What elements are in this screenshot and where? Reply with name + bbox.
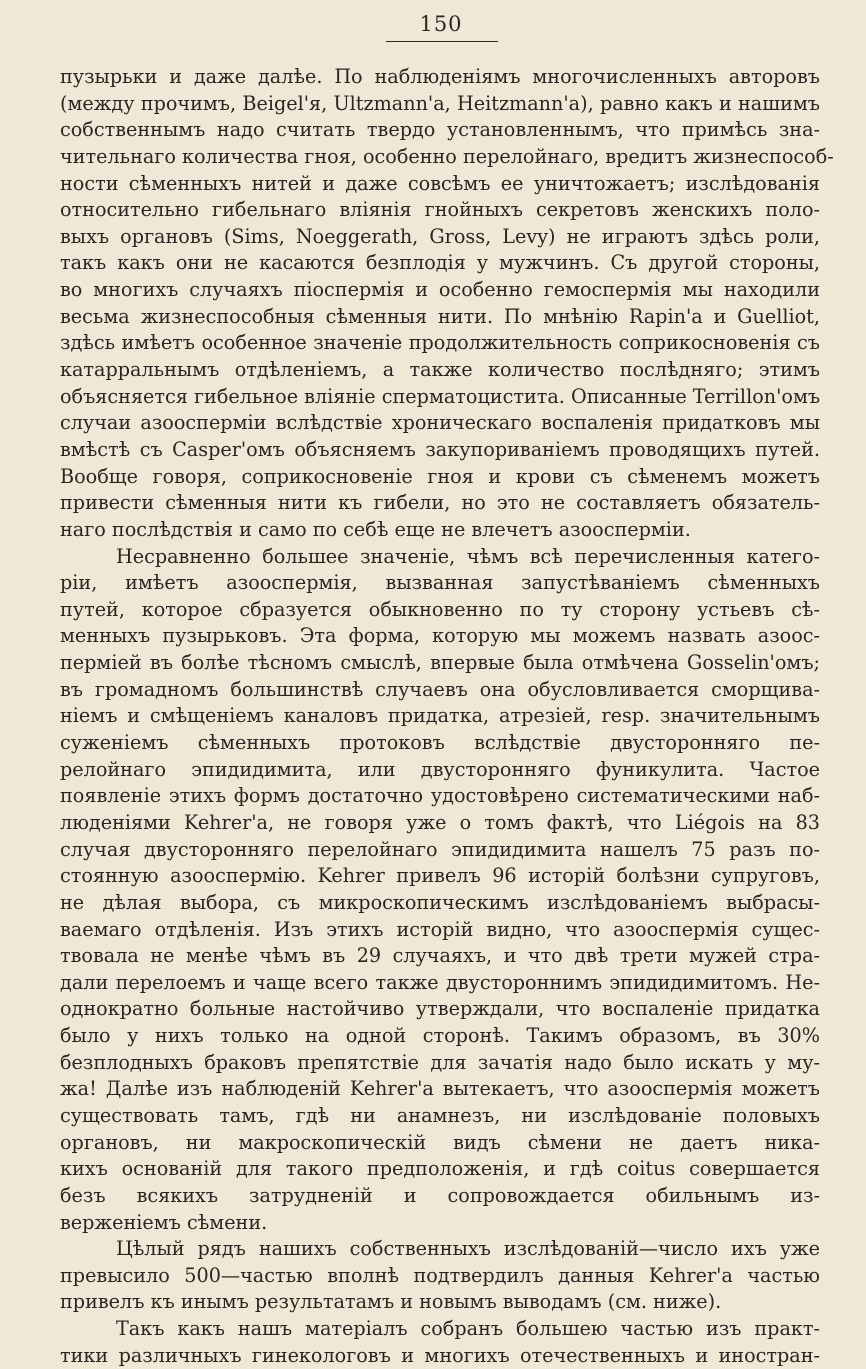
header-rule xyxy=(386,41,498,42)
text-line: Вообще говоря, соприкосновеніе гноя и крови съ сѣменемъ можетъ xyxy=(60,464,820,488)
text-line: верженіемъ сѣмени. xyxy=(60,1210,268,1234)
text-line: (между прочимъ, Beigel'я, Ultzmann'а, Heitzmann'а), равно какъ и нашимъ xyxy=(60,91,820,115)
text-line: ріи, имѣетъ азооспермія, вызванная запустѣваніемъ сѣменныхъ xyxy=(60,571,820,595)
text-line: объясняется гибельное вліяніе сперматоцистита. Описанные Terrillon'омъ xyxy=(60,384,821,408)
text-line: безъ всякихъ затрудненій и сопровождается обильнымъ из- xyxy=(60,1183,820,1207)
text-line: наго послѣдствія и само по себѣ еще не влечетъ азооспермiи. xyxy=(60,517,691,541)
text-line: твовала не менѣе чѣмъ въ 29 случаяхъ, и что двѣ трети мужей стра- xyxy=(60,944,820,968)
text-line: чительнаго количества гноя, особенно перелойнаго, вредитъ жизнеспособ- xyxy=(60,144,834,168)
text-line: жа! Далѣе изъ наблюденій Kehrer'а вытекаетъ, что азооспермія можетъ xyxy=(60,1077,820,1101)
text-line: Цѣлый рядъ нашихъ собственныхъ изслѣдованій—число ихъ уже xyxy=(116,1237,820,1261)
text-line: во многихъ случаяхъ піоспермія и особенно гемоспермія мы находили xyxy=(60,278,820,302)
text-line: выхъ органовъ (Sims, Noeggerath, Gross, Levy) не играютъ здѣсь роли, xyxy=(60,224,820,248)
text-line: появленіе этихъ формъ достаточно удостовѣрено систематическими наб- xyxy=(60,784,820,808)
text-line: превысило 500—частью вполнѣ подтвердилъ данныя Kehrer'а частью xyxy=(60,1263,820,1287)
text-line: однократно больные настойчиво утверждали, что воспаленіе придатка xyxy=(60,997,820,1021)
text-line: люденіями Kehrer'а, не говоря уже о томъ фактѣ, что Liégois на 83 xyxy=(60,810,820,834)
text-line: вмѣстѣ съ Casper'омъ объясняемъ закупориваніемъ проводящихъ путей. xyxy=(60,437,820,461)
text-line: Несравненно большее значеніе, чѣмъ всѣ перечисленныя катего- xyxy=(116,544,820,568)
text-line: весьма жизнеспособныя сѣменныя нити. По мнѣнію Rapin'а и Guelliot, xyxy=(60,304,820,328)
text-line: пузырьки и даже далѣе. По наблюденіямъ многочисленныхъ авторовъ xyxy=(60,65,820,88)
text-line: органовъ, ни макроскопическій видъ сѣмени не даетъ никa- xyxy=(60,1130,820,1154)
text-line: здѣсь имѣетъ особенное значеніе продолжительность соприкосновенія съ xyxy=(60,331,820,355)
text-line: катарральнымъ отдѣленіемъ, а также количество послѣдняго; этимъ xyxy=(60,358,820,382)
page-number: 150 xyxy=(419,12,463,36)
text-line: менныхъ пузырьковъ. Эта форма, которую мы можемъ назвать азооc- xyxy=(60,624,820,648)
text-line: привести сѣменныя нити къ гибели, но это не составляетъ обязатель- xyxy=(60,491,820,515)
text-line: Такъ какъ нашъ матеріалъ собранъ большею частью изъ практ- xyxy=(116,1317,820,1341)
text-line: случаи азооспермiи вслѣдствіе хроническаго воспаленія придатковъ мы xyxy=(60,411,820,435)
text-line: кихъ основаній для такого предположенія, и гдѣ coitus совершается xyxy=(60,1157,820,1181)
text-line: ваемаго отдѣленія. Изъ этихъ исторій видно, что азооспермія сущес- xyxy=(60,917,820,941)
text-line: относительно гибельнаго вліянія гнойныхъ секретовъ женскихъ поло- xyxy=(60,198,820,222)
text-line: было у нихъ только на одной сторонѣ. Такимъ образомъ, въ 30% xyxy=(60,1024,820,1048)
text-line: перміей въ болѣе тѣсномъ смыслѣ, впервые была отмѣчена Gosselin'омъ; xyxy=(60,651,820,675)
text-line: стоянную азооспермію. Kehrer привелъ 96 исторій болѣзни супруговъ, xyxy=(60,864,820,888)
text-line: существовать тамъ, гдѣ ни анамнезъ, ни изслѣдованіе половыхъ xyxy=(60,1103,820,1127)
text-line: ности сѣменныхъ нитей и даже совсѣмъ ее уничтожаетъ; изслѣдованія xyxy=(60,171,820,195)
text-line: суженіемъ сѣменныхъ протоковъ вслѣдствіе двусторонняго пе- xyxy=(60,731,820,755)
text-line: безплодныхъ браковъ препятствіе для зачатія надо было искать у му- xyxy=(60,1050,820,1074)
text-line: въ громадномъ большинствѣ случаевъ она обусловливается сморщива- xyxy=(60,677,820,701)
text-line: тики различныхъ гинекологовъ и многихъ отечественныхъ и иностран- xyxy=(60,1343,820,1367)
body-text xyxy=(60,64,834,1369)
text-line: такъ какъ они не касаются безплодія у мужчинъ. Съ другой стороны, xyxy=(60,251,820,275)
text-line: собственнымъ надо считать твердо установленнымъ, что примѣсь зна- xyxy=(60,118,820,142)
text-line: путей, которое сбразуется обыкновенно по ту сторону устьевъ сѣ- xyxy=(60,597,820,621)
text-line: ніемъ и смѣщеніемъ каналовъ придатка, атрезіей, resp. значительнымъ xyxy=(60,704,820,728)
text-line: случая двусторонняго перелойнаго эпидидимита нашелъ 75 разъ по- xyxy=(60,837,820,861)
text-line: привелъ къ инымъ результатамъ и новымъ выводамъ (см. ниже). xyxy=(60,1290,722,1314)
text-line: релойнаго эпидидимита, или двусторонняго фуникулита. Частое xyxy=(60,757,820,781)
text-line: дали перелоемъ и чаще всего также двустороннимъ эпидидимитомъ. Не- xyxy=(60,970,820,994)
text-line: не дѣлая выбора, съ микроскопическимъ изслѣдованіемъ выбрасы- xyxy=(60,890,820,914)
